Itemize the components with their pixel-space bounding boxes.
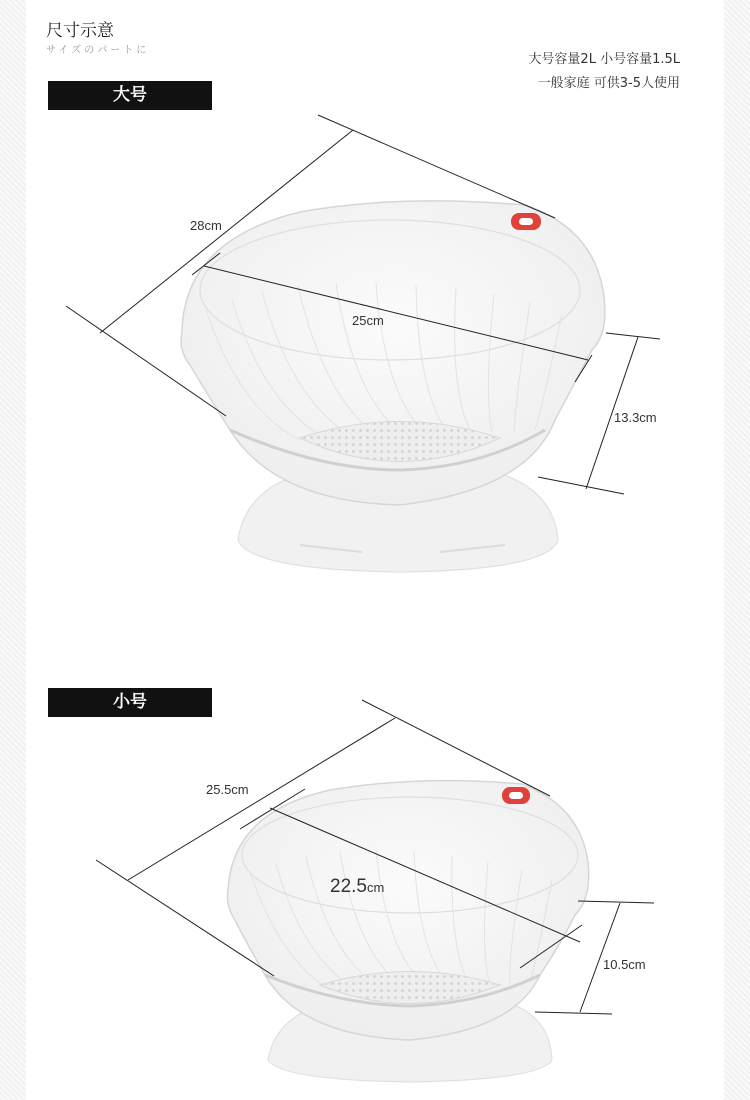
large-inner-diameter-label: 25cm bbox=[352, 313, 384, 328]
small-bowl-body bbox=[227, 781, 588, 1040]
small-inner-diameter-value: 22.5 bbox=[330, 876, 367, 897]
large-bowl-body bbox=[181, 201, 605, 505]
usage-spec: 一般家庭 可供3-5人使用 bbox=[537, 76, 680, 91]
small-height-label: 10.5cm bbox=[603, 957, 646, 972]
small-inner-diameter-unit: cm bbox=[366, 880, 385, 895]
small-bowl-red-handle bbox=[502, 787, 530, 804]
large-bowl-illustration bbox=[66, 115, 660, 572]
large-height-label: 13.3cm bbox=[614, 410, 657, 425]
small-size-label: 小号 bbox=[48, 688, 212, 717]
capacity-spec: 大号容量2L 小号容量1.5L bbox=[528, 52, 680, 67]
small-outer-width-label: 25.5cm bbox=[206, 782, 249, 797]
small-inner-diameter-label bbox=[330, 876, 384, 898]
section-title: 尺寸示意 bbox=[46, 21, 114, 41]
large-size-label: 大号 bbox=[48, 81, 212, 110]
section-subtitle: サイズのパートに bbox=[46, 45, 150, 56]
large-bowl-red-handle bbox=[511, 213, 541, 230]
large-outer-width-label: 28cm bbox=[190, 218, 222, 233]
